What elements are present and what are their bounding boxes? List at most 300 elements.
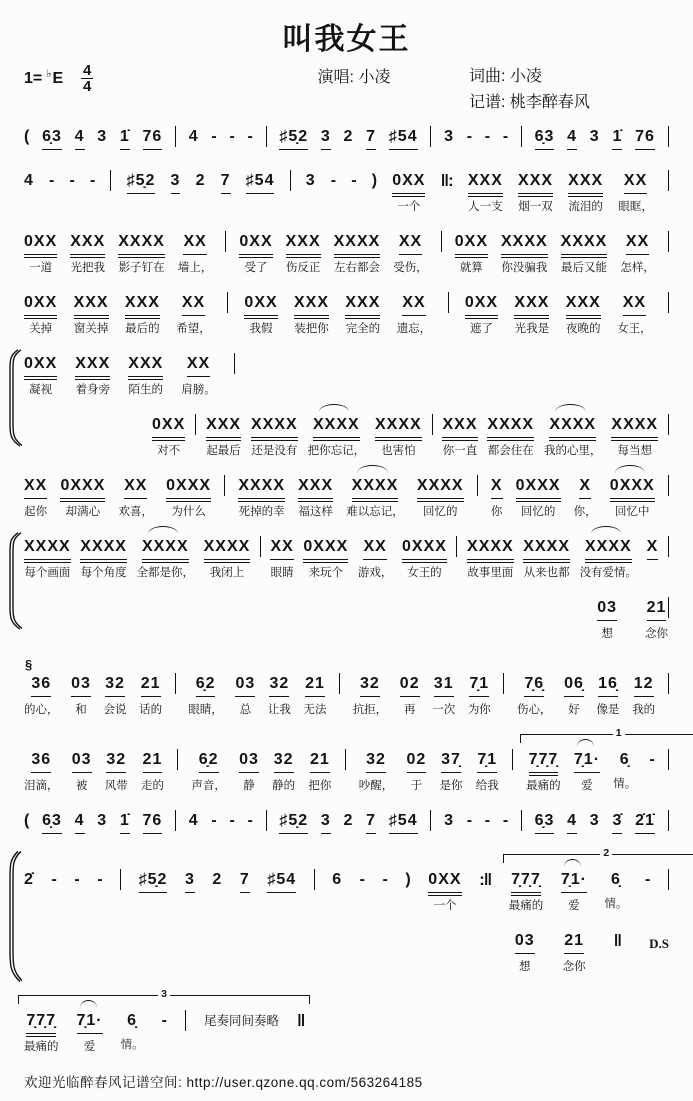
bar-line: [227, 292, 228, 313]
note-text: 7̣1·: [77, 1010, 103, 1034]
note-group: [590, 126, 600, 148]
note-text: 36: [31, 749, 51, 773]
lyric: 夜晚的: [566, 323, 601, 335]
note-group: [298, 475, 333, 520]
note-group: [75, 810, 85, 834]
note-group: [294, 292, 329, 337]
lyric: 游戏，: [357, 567, 393, 579]
note-group: [649, 930, 669, 951]
lyric: 凝视: [29, 384, 53, 396]
note-group: [267, 869, 296, 893]
note-group: [402, 536, 447, 581]
lyric: 墙上，: [177, 262, 213, 274]
score-meta-row: [24, 64, 669, 116]
bar-line: [668, 292, 669, 313]
note-group: [24, 353, 57, 398]
note-text: 36: [31, 673, 51, 697]
lyric: 每个角度: [80, 567, 127, 579]
note-group: [468, 170, 503, 215]
note-group: [455, 231, 488, 276]
note-group: [191, 749, 226, 794]
song-title: 叫我女王: [282, 23, 411, 56]
note-text: XXXX: [204, 536, 251, 560]
note-group: [279, 810, 308, 834]
lyric: 的心，: [24, 704, 59, 716]
lyric: 关掉: [29, 323, 53, 335]
lyric: 最后的: [125, 323, 160, 335]
note-text: -: [229, 128, 235, 145]
note-text: XXXX: [501, 231, 548, 255]
note-group: [239, 231, 272, 276]
note-text: 21: [305, 673, 325, 697]
note-text: -: [211, 128, 217, 145]
note-text: 0XX: [244, 292, 277, 316]
key-letter: E: [52, 69, 64, 87]
note-text: XXXX: [523, 536, 570, 560]
note-group: [181, 353, 216, 398]
lyric: 光把我: [70, 262, 105, 274]
note-group: [139, 869, 168, 893]
note-text: X: [647, 536, 659, 560]
lyric: 最后又能: [561, 262, 607, 274]
duration-dash: [467, 810, 472, 832]
parenthesis: [405, 869, 410, 891]
lyric: 欢喜，: [118, 506, 154, 518]
note-text: XXX: [294, 292, 329, 316]
note-group: [612, 126, 622, 150]
lyric: 和: [75, 704, 87, 716]
coda-line: [24, 988, 669, 1055]
note-text: XX: [363, 536, 386, 560]
note-text: X: [579, 475, 591, 499]
annotation-text: [204, 1010, 279, 1032]
note-group: [568, 170, 603, 215]
note-text: 2̇: [24, 871, 34, 888]
note-text: 7: [240, 869, 250, 893]
lyric: 让我: [267, 704, 291, 716]
lyric: 完全的: [345, 323, 381, 335]
note-text: XXX: [70, 231, 105, 255]
note-text: 3: [185, 869, 195, 893]
note-text: 16̣: [598, 673, 618, 697]
duration-dash: [248, 810, 253, 832]
bar-line: [185, 1010, 186, 1031]
note-text: 03: [515, 930, 535, 954]
note-text: 03: [239, 749, 259, 773]
note-text: -: [502, 128, 509, 145]
note-group: [632, 673, 655, 718]
lyric: 我的心里，: [544, 445, 602, 457]
note-group: [120, 126, 130, 150]
note-text: 3: [589, 812, 600, 829]
lyric: 最痛的: [24, 1041, 59, 1053]
note-group: [246, 170, 275, 194]
note-text: XXXX: [80, 536, 127, 560]
key-prefix: 1=: [24, 69, 43, 87]
note-group: [141, 749, 164, 794]
note-group: [185, 869, 195, 893]
note-group: [417, 475, 464, 520]
lyric: 念你: [562, 961, 586, 973]
lyric: 一个: [397, 201, 421, 213]
note-text: (: [24, 128, 30, 145]
note-text: 32: [366, 749, 386, 773]
note-text: 03: [71, 673, 91, 697]
intro-line-2: [24, 170, 669, 215]
note-text: XXXX: [561, 231, 608, 255]
lyric: 想: [519, 961, 531, 973]
duration-dash: [248, 126, 253, 148]
bar-line: [668, 810, 669, 831]
note-text: 1̇: [612, 126, 622, 150]
note-text: XX: [623, 292, 646, 316]
note-text: ‖:: [440, 171, 453, 190]
note-group: [645, 597, 668, 642]
bar-line: [432, 414, 433, 435]
bar-line: [668, 673, 669, 694]
note-group: [523, 536, 570, 581]
note-group: [476, 749, 499, 794]
note-text: XXX: [566, 292, 601, 316]
note-text: ♯5̣2: [279, 810, 308, 834]
bar-line: [120, 869, 121, 890]
note-text: 02: [407, 749, 427, 773]
note-group: [105, 749, 128, 794]
lyric: 风带: [104, 780, 128, 792]
note-text: ♯54: [246, 170, 275, 194]
note-text: 32: [106, 749, 126, 773]
parenthesis: [372, 170, 377, 192]
note-text: XXXX: [24, 536, 71, 560]
lyric: 故事里面: [467, 567, 514, 579]
bar-line: [225, 231, 226, 252]
note-group: [389, 126, 418, 150]
lyric: 爱: [568, 900, 580, 912]
note-group: [561, 869, 587, 914]
note-text: 4: [75, 810, 85, 834]
note-group: [389, 810, 418, 834]
note-group: [617, 292, 652, 337]
note-text: 7: [366, 810, 376, 834]
note-text: XXX: [128, 353, 163, 377]
note-text: 06̣: [564, 673, 584, 697]
note-text: XXXX: [549, 414, 596, 438]
lyric: 窗关掉: [73, 323, 109, 335]
lyric: 走的: [140, 780, 164, 792]
note-group: [24, 749, 59, 794]
lyric: 于: [410, 780, 423, 792]
segno-icon: §: [25, 657, 33, 672]
note-group: [611, 414, 658, 459]
note-text: 6̣2: [196, 673, 216, 697]
note-group: [515, 930, 535, 975]
note-text: 3: [97, 128, 108, 145]
note-text: XXX: [298, 475, 333, 499]
lyric: 吵醒，: [358, 780, 394, 792]
footer-note: 欢迎光临醉春风记谱空间: http://user.qzone.qq.com/563264185: [24, 1075, 423, 1090]
note-text: 4: [75, 126, 85, 150]
note-text: XX: [124, 475, 147, 499]
note-group: [432, 673, 455, 718]
note-text: 6: [332, 871, 343, 888]
note-group: [590, 810, 600, 832]
note-group: [407, 749, 427, 794]
bar-line: [430, 810, 431, 831]
note-text: 1̇: [120, 810, 130, 834]
bar-line: [339, 673, 340, 694]
note-group: [75, 353, 110, 398]
note-text: 6̣: [611, 871, 621, 888]
lyric: 你: [490, 506, 503, 518]
interlude-line: [24, 810, 669, 834]
note-group: [143, 126, 163, 150]
lyric: 女王，: [617, 323, 652, 335]
note-group: [574, 749, 600, 794]
note-text: 31: [434, 673, 454, 697]
lyric: 你，: [573, 506, 597, 518]
composer-credit: 词曲: 小凌: [469, 68, 542, 85]
note-group: [178, 231, 213, 276]
lyric: 像是: [596, 704, 620, 716]
note-text: -: [502, 812, 509, 829]
note-text: 3: [321, 810, 331, 834]
note-text: XX: [402, 292, 425, 316]
note-group: [514, 292, 549, 337]
note-text: 7: [366, 126, 376, 150]
note-text: -: [97, 871, 103, 888]
lyric: 念你: [645, 628, 668, 640]
lyric: 一道: [29, 262, 53, 274]
note-text: 02: [400, 673, 420, 697]
note-text: 6̣: [619, 751, 630, 768]
note-group: [635, 126, 655, 150]
bar-line: [668, 475, 669, 496]
note-text: 21: [564, 930, 584, 954]
lyric: 还是没有: [251, 445, 298, 457]
note-text: -: [382, 871, 388, 888]
chorus-line-2: [24, 727, 669, 794]
lyric: 我闭上: [209, 567, 245, 579]
duration-dash: [360, 869, 365, 891]
note-text: 0XXX: [610, 475, 655, 499]
duration-dash: [97, 869, 102, 891]
bridge-line-1: [24, 414, 669, 459]
note-text: XXX: [345, 292, 380, 316]
note-text: XX: [183, 231, 206, 255]
note-text: 0XX: [24, 231, 57, 255]
note-group: [442, 414, 477, 459]
bar-line: [668, 170, 669, 191]
note-text: -: [89, 172, 96, 189]
note-text: 尾奏同间奏略: [203, 1014, 279, 1028]
repeat-sign: [297, 1010, 304, 1032]
note-group: [597, 673, 620, 718]
bar-line: [668, 126, 669, 147]
note-group: [303, 536, 348, 581]
note-text: 0XXX: [516, 475, 561, 499]
lyric: 着身旁: [75, 384, 110, 396]
note-group: [346, 475, 404, 520]
note-text: -: [351, 172, 357, 189]
lyric: 会说: [103, 704, 127, 716]
note-text: 2̇1̇: [635, 810, 655, 834]
note-text: 0XX: [152, 414, 185, 438]
note-text: 6̣3: [42, 810, 62, 834]
note-group: [444, 126, 454, 148]
note-text: 7̣1: [477, 749, 497, 773]
note-text: 3: [171, 170, 181, 194]
lyric: 情。: [604, 898, 628, 910]
lyric: 肩膀。: [181, 384, 216, 396]
note-text: 03: [72, 749, 92, 773]
note-text: XXX: [74, 292, 109, 316]
duration-dash: [485, 810, 490, 832]
note-group: [392, 170, 425, 215]
note-text: ♯5̣2: [279, 126, 308, 150]
lyric: 死掉的幸: [238, 506, 285, 518]
note-text: XXX: [206, 414, 241, 438]
note-group: [535, 810, 555, 834]
ds-line: [24, 930, 669, 975]
bar-line: [668, 414, 669, 435]
note-text: XXXX: [375, 414, 422, 438]
bar-line: [512, 749, 513, 770]
note-group: [143, 810, 163, 834]
note-group: [358, 536, 393, 581]
system-brace: [2, 531, 22, 636]
note-text: 3: [321, 126, 331, 150]
note-text: 37̣: [441, 749, 461, 773]
note-group: [375, 414, 422, 459]
note-group: [580, 536, 638, 581]
note-group: [303, 673, 326, 718]
note-text: 0XX: [24, 292, 57, 316]
note-group: [240, 869, 250, 893]
duration-dash: [229, 126, 234, 148]
note-text: 3: [589, 128, 600, 145]
note-text: -: [649, 751, 655, 768]
note-group: [286, 231, 321, 276]
time-signature: [81, 64, 93, 93]
note-group: [517, 673, 552, 718]
bar-line: [668, 749, 669, 770]
lyric: 伤反正: [285, 262, 321, 274]
volta-bracket-1: 1: [520, 734, 693, 743]
duration-dash: [51, 869, 56, 891]
lyric: 左右都会: [333, 262, 380, 274]
note-text: XXX: [125, 292, 160, 316]
lyric: 眼睛，: [188, 704, 223, 716]
lyric: 好: [568, 704, 580, 716]
note-text: -: [466, 812, 473, 829]
lyric: 抗拒，: [352, 704, 388, 716]
note-text: 7: [221, 170, 231, 194]
note-group: [344, 810, 354, 832]
duration-dash: [331, 170, 336, 192]
parenthesis: [24, 810, 29, 832]
note-text: XXX: [518, 170, 553, 194]
note-group: [487, 414, 534, 459]
verse-line-2: [24, 292, 669, 337]
note-text: 21: [647, 597, 667, 621]
note-group: [128, 353, 163, 398]
bar-line: [175, 126, 176, 147]
note-text: XX: [24, 475, 47, 499]
flat-icon: ♭: [46, 68, 52, 80]
note-text: 6̣3: [535, 810, 555, 834]
note-group: [465, 292, 498, 337]
bridge-line-2: [24, 475, 669, 520]
duration-dash: [351, 170, 356, 192]
note-group: [206, 414, 241, 459]
parenthesis: [24, 126, 29, 148]
lyric: 遗忘，: [396, 323, 432, 335]
note-text: XXX: [514, 292, 549, 316]
note-group: [42, 810, 62, 834]
pickup-line: [24, 597, 669, 642]
bar-line: [314, 869, 315, 890]
note-text: -: [211, 812, 217, 829]
note-group: [42, 126, 62, 150]
note-text: 76: [143, 126, 163, 150]
lyric: 总: [239, 704, 252, 716]
note-group: [564, 673, 584, 718]
duration-dash: [485, 126, 490, 148]
note-text: XXXX: [487, 414, 534, 438]
lyric: 影子钉在: [118, 262, 165, 274]
bar-line: [175, 673, 176, 694]
lyric: 回忆的: [422, 506, 458, 518]
note-text: -: [74, 871, 80, 888]
bar-line: [477, 475, 478, 496]
note-text: XX: [182, 292, 205, 316]
note-group: [196, 170, 206, 192]
lyric: 对不: [157, 445, 181, 457]
time-top: 4: [82, 62, 92, 79]
note-text: XXXX: [118, 231, 165, 255]
note-group: [24, 869, 34, 891]
note-text: 21: [143, 749, 163, 773]
note-group: [272, 749, 295, 794]
chorus-line-1: [24, 658, 669, 718]
note-text: -: [466, 128, 473, 145]
repeat-sign: [441, 170, 453, 192]
lyric: 最痛的: [508, 900, 544, 912]
note-text: 3: [305, 172, 316, 189]
lyric: 一个: [433, 900, 457, 912]
note-text: 0XX: [465, 292, 498, 316]
note-group: [613, 749, 636, 792]
note-text: XXX: [442, 414, 477, 438]
note-group: [444, 810, 454, 832]
note-text: -: [49, 172, 55, 189]
note-group: [171, 170, 181, 194]
note-group: [620, 231, 655, 276]
volta-bracket-2: 2: [503, 854, 693, 863]
note-text: XXXX: [417, 475, 464, 499]
note-text: 7̣7̣7̣: [511, 869, 541, 893]
singer-credit: 演唱: 小凌: [317, 69, 391, 86]
note-group: [239, 749, 259, 794]
note-group: [97, 810, 107, 832]
note-group: [597, 597, 617, 642]
note-text: 0XXX: [60, 475, 105, 499]
note-group: [72, 749, 92, 794]
note-group: [235, 673, 255, 718]
bridge-line-3: [24, 536, 669, 581]
note-text: ♯5̣2: [127, 170, 156, 194]
note-text: 2: [343, 812, 354, 829]
